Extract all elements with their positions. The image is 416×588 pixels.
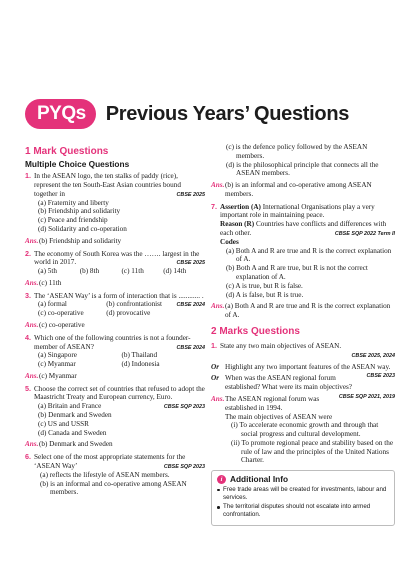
answer-5 [25,440,205,449]
additional-info-box [211,470,395,525]
option: (c) 11th [121,267,144,276]
question-text: State any two main objectives of ASEAN. [220,342,342,351]
answer-text: (c) co-operative [39,321,85,330]
subsection-heading-mcq: Multiple Choice Questions [25,159,130,170]
question-number: 3. [25,290,31,300]
page-header [25,98,349,130]
option: (d) Solidarity and co-operation [38,224,127,233]
exam-tag: CBSE SQP 2023 [163,463,205,470]
or-label: Or [211,362,219,371]
question-text: Choose the correct set of countries that refused to adopt the Maastricht Treaty and European currency, Euro. [34,384,205,402]
page-title: Previous Years’ Questions [105,102,350,125]
option: (a) reflects the lifestyle of ASEAN members. [40,470,170,479]
assertion-text: International Organisations play a very important role in maintaining peace. [220,202,375,220]
question-6-continued [211,143,395,178]
additional-info-list [217,486,389,518]
question-5 [25,385,205,438]
option: (c) US and USSR [38,419,89,428]
answer-7 [211,302,395,320]
question-number: 6. [25,452,31,462]
additional-info-heading [217,474,389,484]
question-number: 1. [25,171,31,181]
list-item: The territorial disputes should not escalate into armed confrontation. [217,503,389,518]
exam-tag: CBSE 2024 [176,302,205,309]
exam-tag: CBSE 2024 [176,344,205,351]
question-text: Which one of the following countries is not a founder-member of ASEAN? [34,333,191,351]
option: (a) Both A and R are true and R is the correct explanation of A. [226,246,392,264]
answer-label: Ans. [25,236,39,245]
answer-label: Ans. [211,181,225,190]
answer-2 [25,279,205,288]
answer-label: Ans. [25,278,39,287]
question-number: 2. [25,248,31,258]
exam-tag: CBSE 2023 [366,373,395,380]
answer-label: Ans. [25,321,39,330]
left-column [25,146,205,500]
answer-3 [25,321,205,330]
answer-label: Ans. [211,302,225,311]
option: (c) Myanmar [38,360,76,369]
assertion-label: Assertion (A) [220,202,261,211]
or-question-text: Highlight any two important features of the ASEAN way. [225,362,391,371]
option: (d) 14th [163,267,187,276]
answer-1 [25,237,205,246]
exam-tag: CBSE SQP 2023 [163,404,205,411]
answer-text: The ASEAN regional forum was established in 1994. [225,394,320,412]
option: (c) is the defence policy followed by the ASEAN members. [226,143,368,160]
right-column [211,143,395,526]
question-2 [25,250,205,276]
question-number: 5. [25,383,31,393]
option: (d) Canada and Sweden [38,428,107,437]
option: (b) Denmark and Sweden [38,411,112,420]
answer-point: (ii) To promote regional peace and stability based on the rule of law and the principles of the United Nations Charter. [231,438,394,465]
question-7 [211,203,395,300]
answer-point: (i) To accelerate economic growth and through that social progress and cultural development. [231,421,379,439]
option: (b) Thailand [121,351,158,360]
option: (c) Peace and friendship [38,216,108,225]
question-4 [25,334,205,369]
question-text: The economy of South Korea was the ……. largest in the world in 2017. [34,249,200,267]
reason-label: Reason (R) [220,220,255,229]
option: (b) is an informal and co-operative among ASEAN members. [40,479,187,497]
option: (c) co-operative [38,309,84,318]
answer-label: Ans. [211,394,225,403]
or-question-text: When was the ASEAN regional forum established? What were its main objectives? [225,374,353,392]
answer-2m-1 [211,395,395,465]
answer-text: The main objectives of ASEAN were [225,412,333,421]
question-3 [25,292,205,318]
question-text: Select one of the most appropriate statements for the ‘ASEAN Way’ [34,453,186,470]
option: (d) is the philosophical principle that connects all the ASEAN members. [226,160,379,178]
answer-text: (a) Both A and R are true and R is the correct explanation of A. [225,302,391,320]
exam-tag: CBSE SQP 2021, 2019 [338,393,395,400]
answer-text: (c) Myanmar [39,371,77,380]
answer-text: (b) is an informal and co-operative among ASEAN members. [225,181,372,198]
question-6 [25,453,205,497]
answer-text: (b) Friendship and solidarity [39,236,122,245]
option: (b) Both A and R are true, but R is not the correct explanation of A. [226,264,368,281]
codes-label: Codes [220,237,239,246]
info-icon: i [217,475,226,484]
question-text: In the ASEAN logo, the ten stalks of paddy (rice), represent the ten South-East Asian countries bound together in [34,172,181,198]
answer-text: (c) 11th [39,278,62,287]
option: (d) A is false, but R is true. [226,290,304,299]
answer-label: Ans. [25,440,39,449]
option: (a) Fraternity and liberty [38,198,109,207]
question-number: 1. [211,341,217,351]
exam-tag: CBSE 2025 [176,191,205,198]
or-question-1 [211,362,395,380]
answer-4 [25,372,205,381]
option: (b) 8th [79,267,100,276]
option: (d) provocative [106,309,151,318]
or-label: Or [211,374,219,383]
exam-tag: CBSE 2025, 2024 [351,352,395,359]
option: (a) formal [38,300,67,309]
option: (a) Britain and France [38,402,102,411]
option: (c) A is true, but R is false. [226,281,303,290]
additional-info-title: Additional Info [230,474,289,485]
option: (a) Singapore [38,351,77,360]
question-2m-1 [211,342,395,360]
answer-6 [211,181,395,199]
option: (d) Indonesia [121,360,160,369]
list-item: Free trade areas will be created for investments, labour and services. [217,486,389,501]
option: (b) Friendship and solidarity [38,207,121,216]
answer-label: Ans. [25,371,39,380]
question-text: The ‘ASEAN Way’ is a form of interaction that is ............ . [34,291,204,300]
reason-text: Countries have conflicts and differences with each other. [220,220,387,238]
section-heading-2-marks: 2 Marks Questions [211,325,300,337]
pyqs-badge: PYQs [25,99,96,129]
option: (a) 5th [38,267,57,276]
question-number: 7. [211,201,217,211]
exam-tag: CBSE 2025 [176,260,205,267]
question-1 [25,172,205,233]
answer-text: (b) Denmark and Sweden [39,440,113,449]
exam-tag: CBSE SQP 2022 Term II [334,231,395,238]
option: (b) confrontationist [106,300,162,309]
section-heading-1-mark: 1 Mark Questions [25,146,109,157]
question-number: 4. [25,332,31,342]
